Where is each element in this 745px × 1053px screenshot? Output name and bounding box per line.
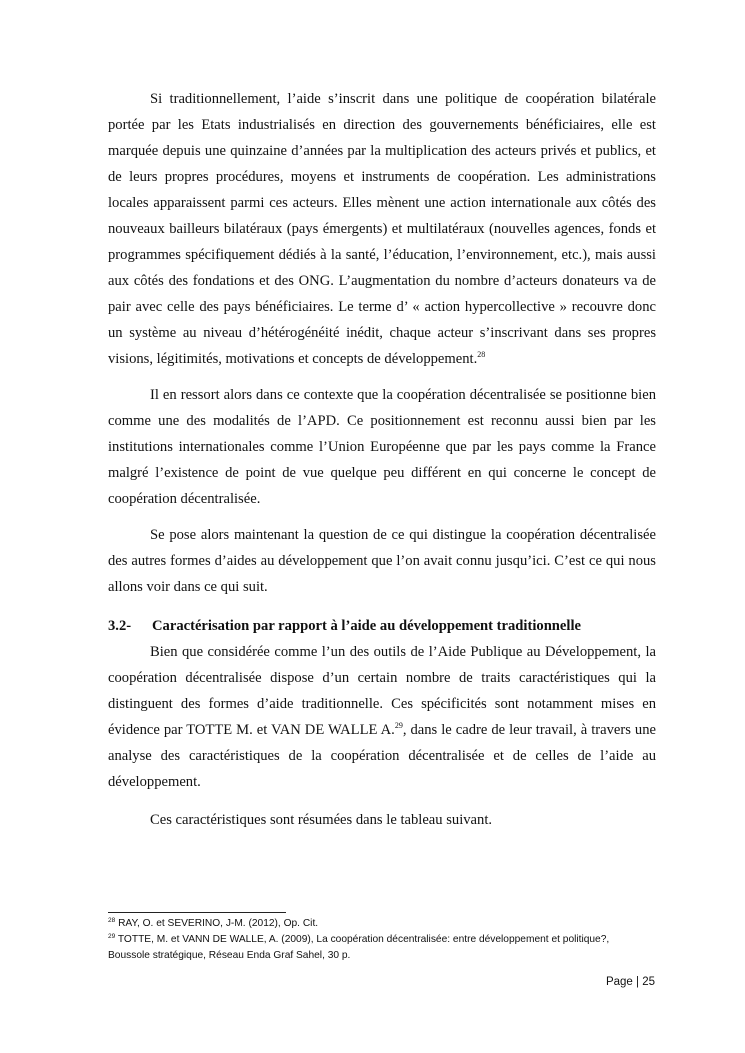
paragraph-intro xyxy=(108,86,656,372)
page-number: Page | 25 xyxy=(605,976,655,988)
paragraph-characterisation-start: Bien que considérée comme l’un des outils de l’Aide Publique au Développement, la coopération décentralisée dispose d’un certain nombre de traits caractéristiques qui la distinguent des formes d’aide traditionnelle. Ces spécificités sont notamment mises en évidence par TOTTE M. et VAN DE WALLE A. xyxy=(108,644,656,738)
footnote-28 xyxy=(108,916,648,932)
paragraph-question: Se pose alors maintenant la question de ce qui distingue la coopération décentralisée des autres formes d’aides au développement que l’on avait connu jusqu’ici. C’est ce qui nous allons voir dans ce qui suit. xyxy=(108,527,656,595)
paragraph-context: Il en ressort alors dans ce contexte que la coopération décentralisée se positionne bien comme une des modalités de l’APD. Ce positionnement est reconnu aussi bien par les institutions internationales comme l’Union Européenne que par les pays comme la France malgré l’existence de point de vue quelque peu différent en qui concerne le concept de coopération décentralisée. xyxy=(108,387,656,507)
section-title: Caractérisation par rapport à l’aide au développement traditionnelle xyxy=(152,618,581,634)
footnote-text: RAY, O. et SEVERINO, J-M. (2012), Op. Cit. xyxy=(118,918,319,929)
section-heading xyxy=(108,616,656,636)
footnote-text: TOTTE, M. et VANN DE WALLE, A. (2009), La coopération décentralisée: entre développement et politique?, Boussole stratégique, Réseau Enda Graf Sahel, 30 p. xyxy=(108,934,610,961)
paragraph-characterisation xyxy=(108,639,656,795)
paragraph-characterisation-end: , dans le cadre de leur travail, à travers une analyse des caractéristiques de la coopération décentralisée et de celles de l’aide au développement. xyxy=(108,722,656,790)
footnote-separator xyxy=(108,912,286,913)
section-number: 3.2- xyxy=(108,618,132,634)
paragraph-intro-text: Si traditionnellement, l’aide s’inscrit dans une politique de coopération bilatérale portée par les Etats industrialisés en direction des gouvernements bénéficiaires, elle est marquée depuis une quinzaine d’années par la multiplication des acteurs privés et publics, et de leurs propres procédures, moyens et instruments de coopération. Les administrations locales apparaissent parmi ces acteurs. Elles mènent une action internationale aux côtés des nouveaux bailleurs bilatéraux (pays émergents) et multilatéraux (nouvelles agences, fonds et programmes spécifiquement dédiés à la santé, l’éducation, l’environnement, etc.), mais aussi aux côtés des fondations et des ONG. L’augmentation du nombre d’acteurs donateurs va de pair avec celle des pays bénéficiaires. Le terme d’ « action hypercollective » recouvre donc un système au niveau d’hétérogénéité inédit, chaque acteur s’inscrivant dans ses propres visions, légitimités, motivations et concepts de développement. xyxy=(108,91,656,367)
footnote-number: 28 xyxy=(108,917,116,924)
footnote-ref-29[interactable]: 29 xyxy=(394,721,403,730)
paragraph-table-intro: Ces caractéristiques sont résumées dans le tableau suivant. xyxy=(150,812,493,828)
footnote-number: 29 xyxy=(108,933,116,940)
footnotes xyxy=(108,916,648,964)
footnote-29 xyxy=(108,932,648,964)
footnote-ref-28[interactable]: 28 xyxy=(477,350,486,359)
